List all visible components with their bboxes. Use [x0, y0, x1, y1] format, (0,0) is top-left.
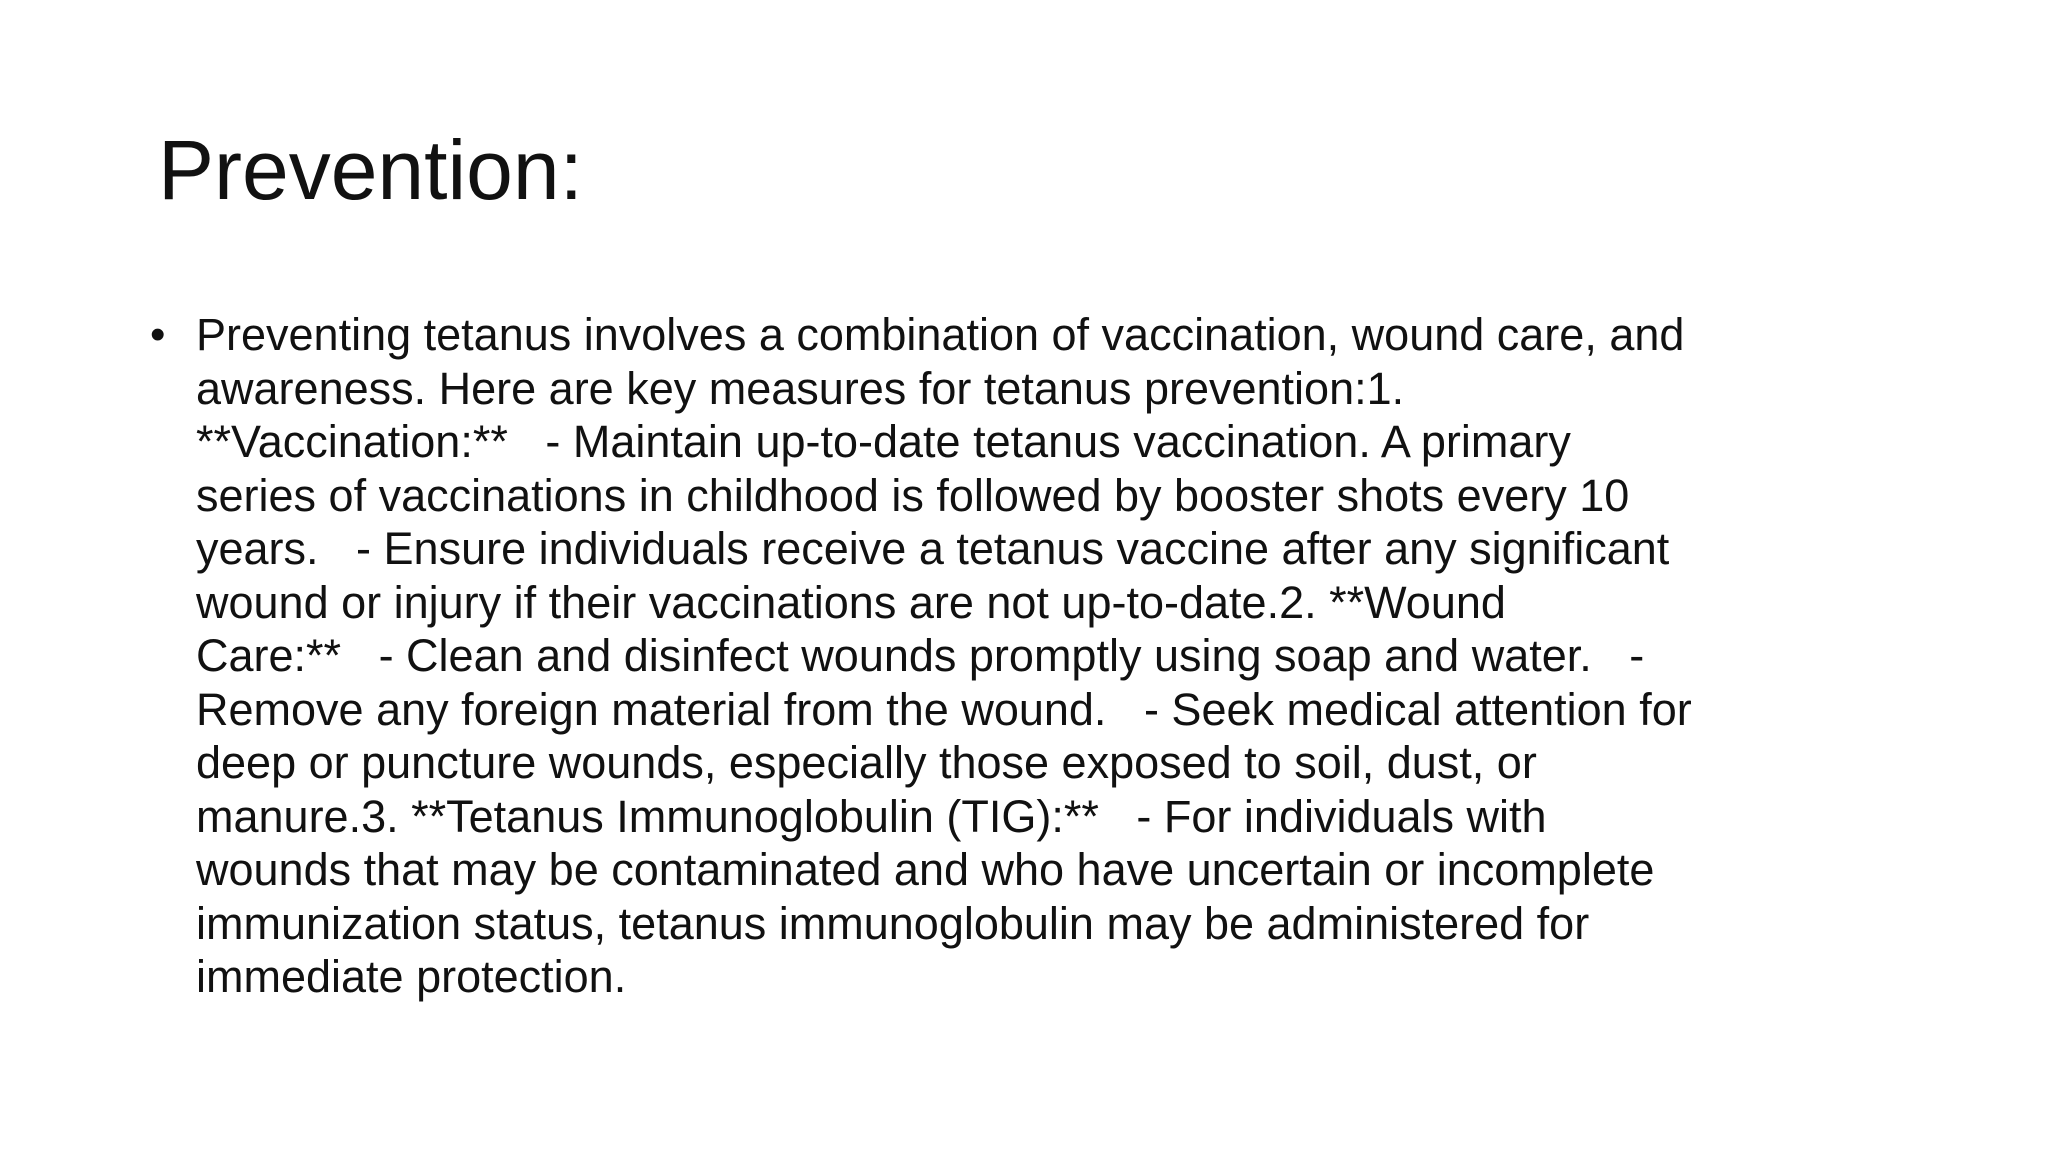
bullet-line: Preventing tetanus involves a combination of vaccination, wound care, and	[196, 309, 1685, 360]
bullet-line: immediate protection.	[196, 951, 627, 1002]
bullet-line: Remove any foreign material from the wound. - Seek medical attention for	[196, 683, 1692, 735]
bullet-item	[150, 308, 1920, 1004]
bullet-line: years. - Ensure individuals receive a tetanus vaccine after any significant	[196, 523, 1670, 574]
bullet-list	[150, 308, 1920, 1004]
bullet-line: series of vaccinations in childhood is followed by booster shots every 10	[196, 469, 1630, 521]
slide-title: Prevention:	[158, 123, 583, 217]
bullet-line: **Vaccination:** - Maintain up-to-date tetanus vaccination. A primary	[196, 416, 1571, 467]
bullet-line: awareness. Here are key measures for tetanus prevention:1.	[196, 362, 1405, 414]
bullet-line: wounds that may be contaminated and who have uncertain or incomplete	[196, 844, 1655, 895]
bullet-line: manure.3. **Tetanus Immunoglobulin (TIG):** - For individuals with	[196, 790, 1547, 842]
bullet-line: deep or puncture wounds, especially those exposed to soil, dust, or	[196, 737, 1537, 788]
bullet-text	[196, 308, 1920, 1004]
bullet-line: wound or injury if their vaccinations are not up-to-date.2. **Wound	[196, 576, 1506, 628]
bullet-marker: •	[150, 310, 166, 359]
bullet-line: Care:** - Clean and disinfect wounds promptly using soap and water. -	[196, 630, 1645, 681]
bullet-line: immunization status, tetanus immunoglobulin may be administered for	[196, 897, 1590, 949]
